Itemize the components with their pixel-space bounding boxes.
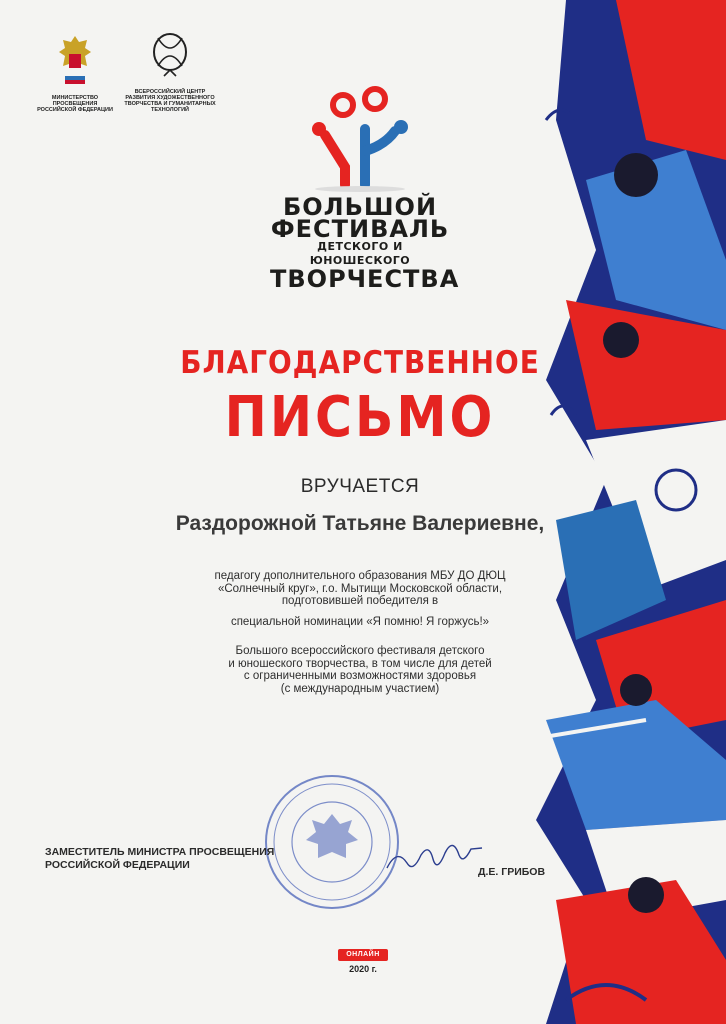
festival-logo-icon bbox=[305, 85, 415, 193]
signatory-name: Д.Е. ГРИБОВ bbox=[478, 866, 546, 878]
seal-stamp-icon bbox=[262, 772, 402, 912]
description-line2: «Солнечный круг», г.о. Мытищи Московской области, bbox=[217, 582, 503, 595]
description-line1: педагогу дополнительного образования МБУ ДО ДЮЦ bbox=[214, 570, 506, 582]
letter-title-line1: БЛАГОДАРСТВЕННОЕ bbox=[180, 345, 540, 381]
center-caption-line2: РАЗВИТИЯ ХУДОЖЕСТВЕННОГО bbox=[125, 95, 215, 101]
recipient-description bbox=[150, 570, 570, 608]
signatory-title-line1: ЗАМЕСТИТЕЛЬ МИНИСТРА ПРОСВЕЩЕНИЯ bbox=[45, 846, 275, 858]
center-caption-line3: ТВОРЧЕСТВА И ГУМАНИТАРНЫХ bbox=[124, 101, 216, 107]
festival-title-line3: ДЕТСКОГО И ЮНОШЕСКОГО bbox=[309, 240, 411, 267]
festival-description-line4: (с международным участием) bbox=[280, 682, 440, 695]
ministry-caption-line2: РОССИЙСКОЙ ФЕДЕРАЦИИ bbox=[37, 107, 113, 113]
festival-title-line4: ТВОРЧЕСТВА bbox=[270, 265, 460, 293]
festival-description-line2: и юношеского творчества, в том числе для детей bbox=[228, 657, 492, 670]
center-emblem-icon bbox=[148, 28, 192, 84]
letter-title-line2: ПИСЬМО bbox=[224, 385, 496, 450]
center-logo bbox=[120, 28, 220, 113]
ministry-caption-line1: МИНИСТЕРСТВО ПРОСВЕЩЕНИЯ bbox=[51, 95, 99, 107]
signatory-title-line2: РОССИЙСКОЙ ФЕДЕРАЦИИ bbox=[45, 859, 190, 871]
festival-title-line1: БОЛЬШОЙ bbox=[282, 193, 438, 221]
nomination-text: специальной номинации «Я помню! Я горжусь!» bbox=[230, 616, 490, 628]
signature-icon bbox=[382, 838, 492, 888]
year-label: 2020 г. bbox=[349, 964, 377, 974]
coat-of-arms-icon bbox=[55, 32, 95, 90]
recipient-name: Раздорожной Татьяне Валериевне, bbox=[175, 512, 545, 535]
online-badge: ОНЛАЙН bbox=[338, 949, 388, 961]
signatory-title bbox=[45, 846, 274, 872]
festival-description bbox=[150, 645, 570, 695]
description-line3: подготовившей победителя в bbox=[281, 595, 439, 607]
festival-description-line3: с ограниченными возможностями здоровья bbox=[243, 670, 477, 682]
center-caption-line4: ТЕХНОЛОГИЙ bbox=[151, 107, 189, 113]
center-caption-line1: ВСЕРОССИЙСКИЙ ЦЕНТР bbox=[134, 89, 206, 95]
ministry-logo bbox=[30, 32, 120, 113]
festival-description-line1: Большого всероссийского фестиваля детского bbox=[235, 645, 485, 657]
festival-title-line2: ФЕСТИВАЛЬ bbox=[270, 215, 450, 243]
festival-title bbox=[270, 193, 460, 293]
awarded-label: ВРУЧАЕТСЯ bbox=[300, 476, 420, 497]
